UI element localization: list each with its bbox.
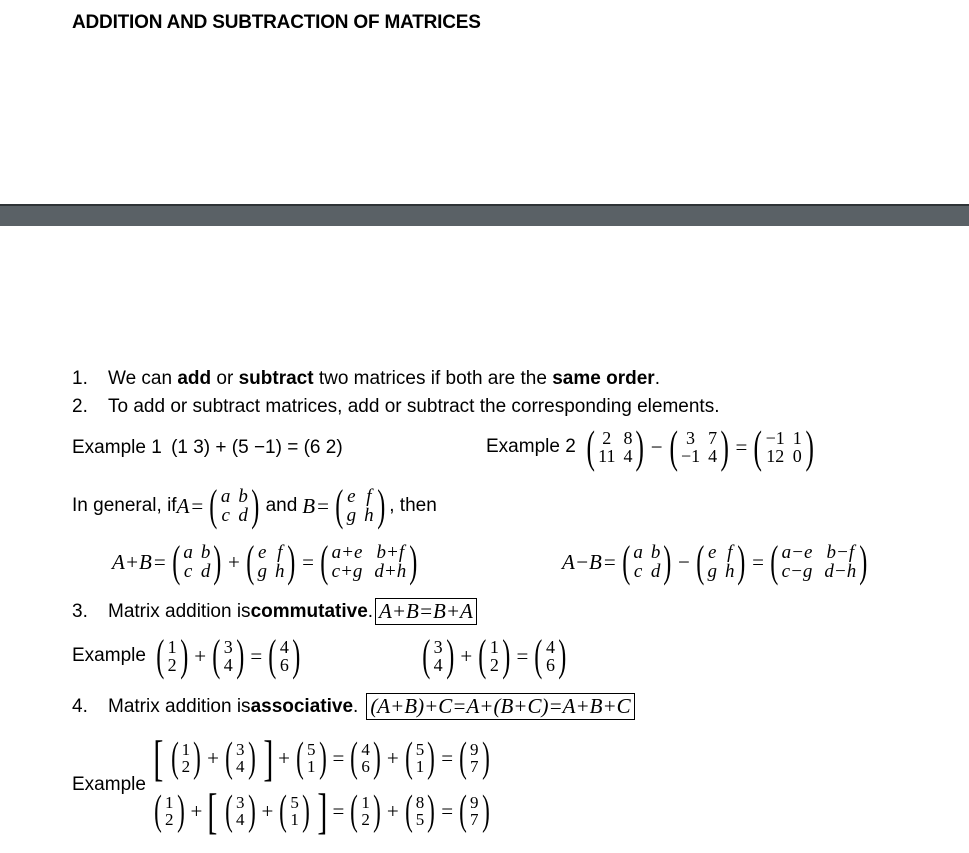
matrix-cell: c [633, 561, 643, 582]
vector: ( 4 6 ) [268, 631, 301, 680]
text: Matrix addition is [108, 695, 251, 717]
text: In general, if [72, 495, 177, 516]
vector: ( 5 1 ) [296, 735, 327, 781]
vector-cell: 5 [415, 740, 425, 759]
vector-cell: 1 [167, 637, 177, 657]
vector: ( 1 2 ) [154, 788, 185, 834]
vector-cell: 2 [165, 810, 174, 829]
matrix-cell: b [200, 542, 211, 563]
matrix-cell: d [200, 561, 211, 582]
vector-cell: 3 [223, 637, 233, 657]
vector-cell: 6 [545, 655, 555, 675]
vector-cell: 2 [489, 655, 499, 675]
matrix-cell: g [707, 561, 717, 582]
matrix: ( a b c d ) [171, 537, 222, 586]
vector: ( 9 7 ) [459, 788, 490, 834]
matrix: ( −1 1 12 0 ) [753, 421, 814, 472]
matrix-cell: e [708, 542, 717, 563]
vector-cell: 5 [415, 810, 425, 829]
matrix-cell: a [183, 542, 193, 563]
vector: ( 8 5 ) [404, 788, 436, 834]
matrix-cell: h [364, 505, 374, 526]
matrix: ( a−e b−f c−g d−h ) [770, 537, 868, 586]
matrix-cell: f [277, 542, 283, 563]
formula-lhs: A+B [112, 549, 152, 574]
matrix-cell: e [347, 486, 356, 507]
point-number: 4. [72, 695, 88, 717]
matrix-cell: 12 [766, 446, 785, 466]
matrix: ( 3 7 −1 4 ) [669, 421, 729, 472]
vector-cell: 9 [470, 793, 479, 812]
vector-cell: 1 [361, 793, 370, 812]
point-2 [72, 396, 719, 418]
vector-cell: 1 [165, 793, 174, 812]
matrix-cell: f [727, 542, 733, 563]
bold-term: add [177, 368, 212, 389]
matrix: ( e f g h ) [335, 481, 385, 530]
text: and [265, 495, 298, 516]
vector-cell: 3 [236, 740, 245, 759]
text: . [367, 600, 374, 622]
vector-cell: 1 [489, 637, 499, 657]
commutative-formula-box: A+B=B+A [375, 598, 477, 625]
vector-cell: 1 [307, 757, 316, 776]
example-label: Example 1 [72, 437, 162, 458]
vector: ( 1 2 ) [156, 631, 188, 680]
vector: ( 4 6 ) [350, 735, 381, 781]
vector-cell: 9 [470, 740, 479, 759]
vector-cell: 7 [470, 810, 479, 829]
matrix-cell: c+g [331, 561, 363, 582]
vector: ( 9 7 ) [459, 735, 490, 781]
matrix-cell: a [220, 486, 231, 507]
vector-cell: 1 [415, 757, 425, 776]
matrix-cell: b [650, 542, 661, 563]
equals-sign: = [735, 434, 748, 459]
matrix-symbol: A [176, 493, 190, 518]
page-title: ADDITION AND SUBTRACTION OF MATRICES [72, 12, 481, 33]
matrix-cell: a [633, 542, 643, 563]
matrix-cell: 11 [598, 446, 616, 466]
vector-cell: 4 [433, 655, 443, 675]
point-number: 3. [72, 600, 88, 622]
vector-cell: 4 [223, 655, 233, 675]
matrix-cell: a+e [331, 542, 363, 563]
matrix-cell: c [183, 561, 193, 582]
text: . [654, 368, 660, 389]
bold-term: same order [552, 368, 655, 389]
matrix-cell: 0 [792, 446, 802, 466]
vector-cell: 4 [236, 810, 245, 829]
vector-cell: 1 [290, 810, 299, 829]
matrix-cell: −1 [765, 428, 785, 448]
point-4 [72, 693, 635, 720]
matrix-cell: 4 [623, 446, 633, 466]
vector-cell: 6 [279, 655, 289, 675]
vector-cell: 4 [545, 637, 555, 657]
text: Matrix addition is [108, 600, 251, 622]
vector-cell: 2 [181, 757, 191, 776]
vector: ( 1 2 ) [170, 735, 202, 781]
point-3 [72, 598, 477, 625]
general-definition: In general, if A = ( a b c d ) and B = ( e f g h ) , then [72, 481, 437, 530]
matrix-cell: d [238, 505, 248, 526]
vector: ( 3 4 ) [422, 631, 455, 680]
example-2 [486, 421, 818, 472]
matrix-cell: b [238, 486, 248, 507]
vector-cell: 4 [361, 740, 370, 759]
vector-cell: 5 [290, 793, 299, 812]
point-number: 2. [72, 396, 88, 417]
minus-sign: − [650, 434, 663, 459]
matrix-cell: h [724, 561, 735, 582]
example-1 [72, 437, 343, 459]
matrix-cell: g [346, 505, 357, 526]
associative-example-line-2: ( 1 2 ) + [ ( 3 4 ) + ( 5 1 ) ] = ( 1 2 ) + ( 8 5 ) = ( 9 7 ) [150, 786, 494, 836]
text: To add or subtract matrices, add or subtract the corresponding elements. [108, 396, 720, 417]
vector: ( 3 4 ) [225, 735, 256, 781]
example-label: Example 2 [486, 436, 576, 457]
point-1 [72, 368, 660, 390]
vector-cell: 1 [181, 740, 191, 759]
example-label: Example [72, 645, 146, 666]
associative-example-label: Example [72, 774, 146, 795]
text: , then [389, 495, 437, 516]
vector-cell: 4 [279, 637, 289, 657]
matrix-cell: 1 [792, 428, 802, 448]
vector-cell: 2 [167, 655, 177, 675]
matrix-cell: d [650, 561, 661, 582]
vector: ( 1 2 ) [350, 788, 381, 834]
commutative-example-reversed: ( 3 4 ) + ( 1 2 ) = ( 4 6 ) [418, 634, 571, 678]
matrix-cell: c [221, 505, 230, 526]
matrix-cell: 7 [708, 428, 718, 448]
vector: ( 1 2 ) [478, 631, 511, 680]
matrix-cell: b+f [376, 542, 405, 563]
vector-cell: 7 [470, 757, 479, 776]
text: We can [108, 368, 178, 389]
matrix-cell: 2 [602, 428, 612, 448]
vector: ( 4 6 ) [534, 631, 567, 680]
commutative-example: Example ( 1 2 ) + ( 3 4 ) = ( 4 6 ) [72, 634, 305, 678]
vector-cell: 8 [415, 793, 425, 812]
text: or [211, 368, 239, 389]
matrix-cell: a−e [781, 542, 813, 563]
bold-term: subtract [238, 368, 314, 389]
matrix: ( a+e b+f c+g d+h ) [320, 537, 418, 586]
formula-lhs: A−B [562, 549, 602, 574]
matrix: ( e f g h ) [696, 537, 746, 586]
matrix-cell: e [258, 542, 267, 563]
sum-formula: A+B = ( a b c d ) + ( e f g h ) = ( a+e b+f c+g d+h ) [112, 540, 422, 584]
bold-term: commutative [250, 600, 368, 622]
matrix-cell: d−h [824, 561, 857, 582]
vector: ( 3 4 ) [225, 788, 256, 834]
matrix-cell: d+h [374, 561, 407, 582]
divider-band [0, 206, 969, 226]
matrix: ( e f g h ) [246, 537, 296, 586]
bold-term: associative [250, 695, 354, 717]
text: . [353, 695, 359, 717]
matrix: ( 2 8 11 4 ) [586, 421, 645, 472]
matrix-cell: h [274, 561, 285, 582]
vector: ( 5 1 ) [279, 788, 310, 834]
vector-cell: 6 [361, 757, 370, 776]
vector: ( 3 4 ) [212, 631, 245, 680]
point-number: 1. [72, 368, 88, 389]
associative-formula-box: (A+B)+C=A+(B+C)=A+B+C [366, 693, 634, 720]
matrix-symbol: B [302, 493, 316, 518]
matrix: ( a b c d ) [621, 537, 672, 586]
matrix-cell: f [366, 486, 372, 507]
matrix: ( a b c d ) [209, 481, 260, 530]
matrix-cell: 8 [623, 428, 633, 448]
vector-cell: 3 [433, 637, 443, 657]
vector-cell: 4 [236, 757, 245, 776]
vector-cell: 2 [361, 810, 370, 829]
difference-formula: A−B = ( a b c d ) − ( e f g h ) = ( a−e b−f c−g d−h ) [562, 540, 872, 584]
example-1-expression: (1 3) + (5 −1) = (6 2) [171, 437, 343, 458]
matrix-cell: g [257, 561, 267, 582]
vector-cell: 3 [236, 793, 245, 812]
matrix-cell: 4 [708, 446, 718, 466]
vector-cell: 5 [307, 740, 316, 759]
matrix-cell: b−f [826, 542, 855, 563]
matrix-cell: c−g [781, 561, 813, 582]
matrix-cell: −1 [680, 446, 701, 466]
associative-example-line-1: [ ( 1 2 ) + ( 3 4 ) ] + ( 5 1 ) = ( 4 6 ) + ( 5 1 ) = ( 9 7 ) [150, 733, 494, 783]
matrix-cell: 3 [686, 428, 696, 448]
text: two matrices if both are the [313, 368, 553, 389]
vector: ( 5 1 ) [404, 735, 436, 781]
